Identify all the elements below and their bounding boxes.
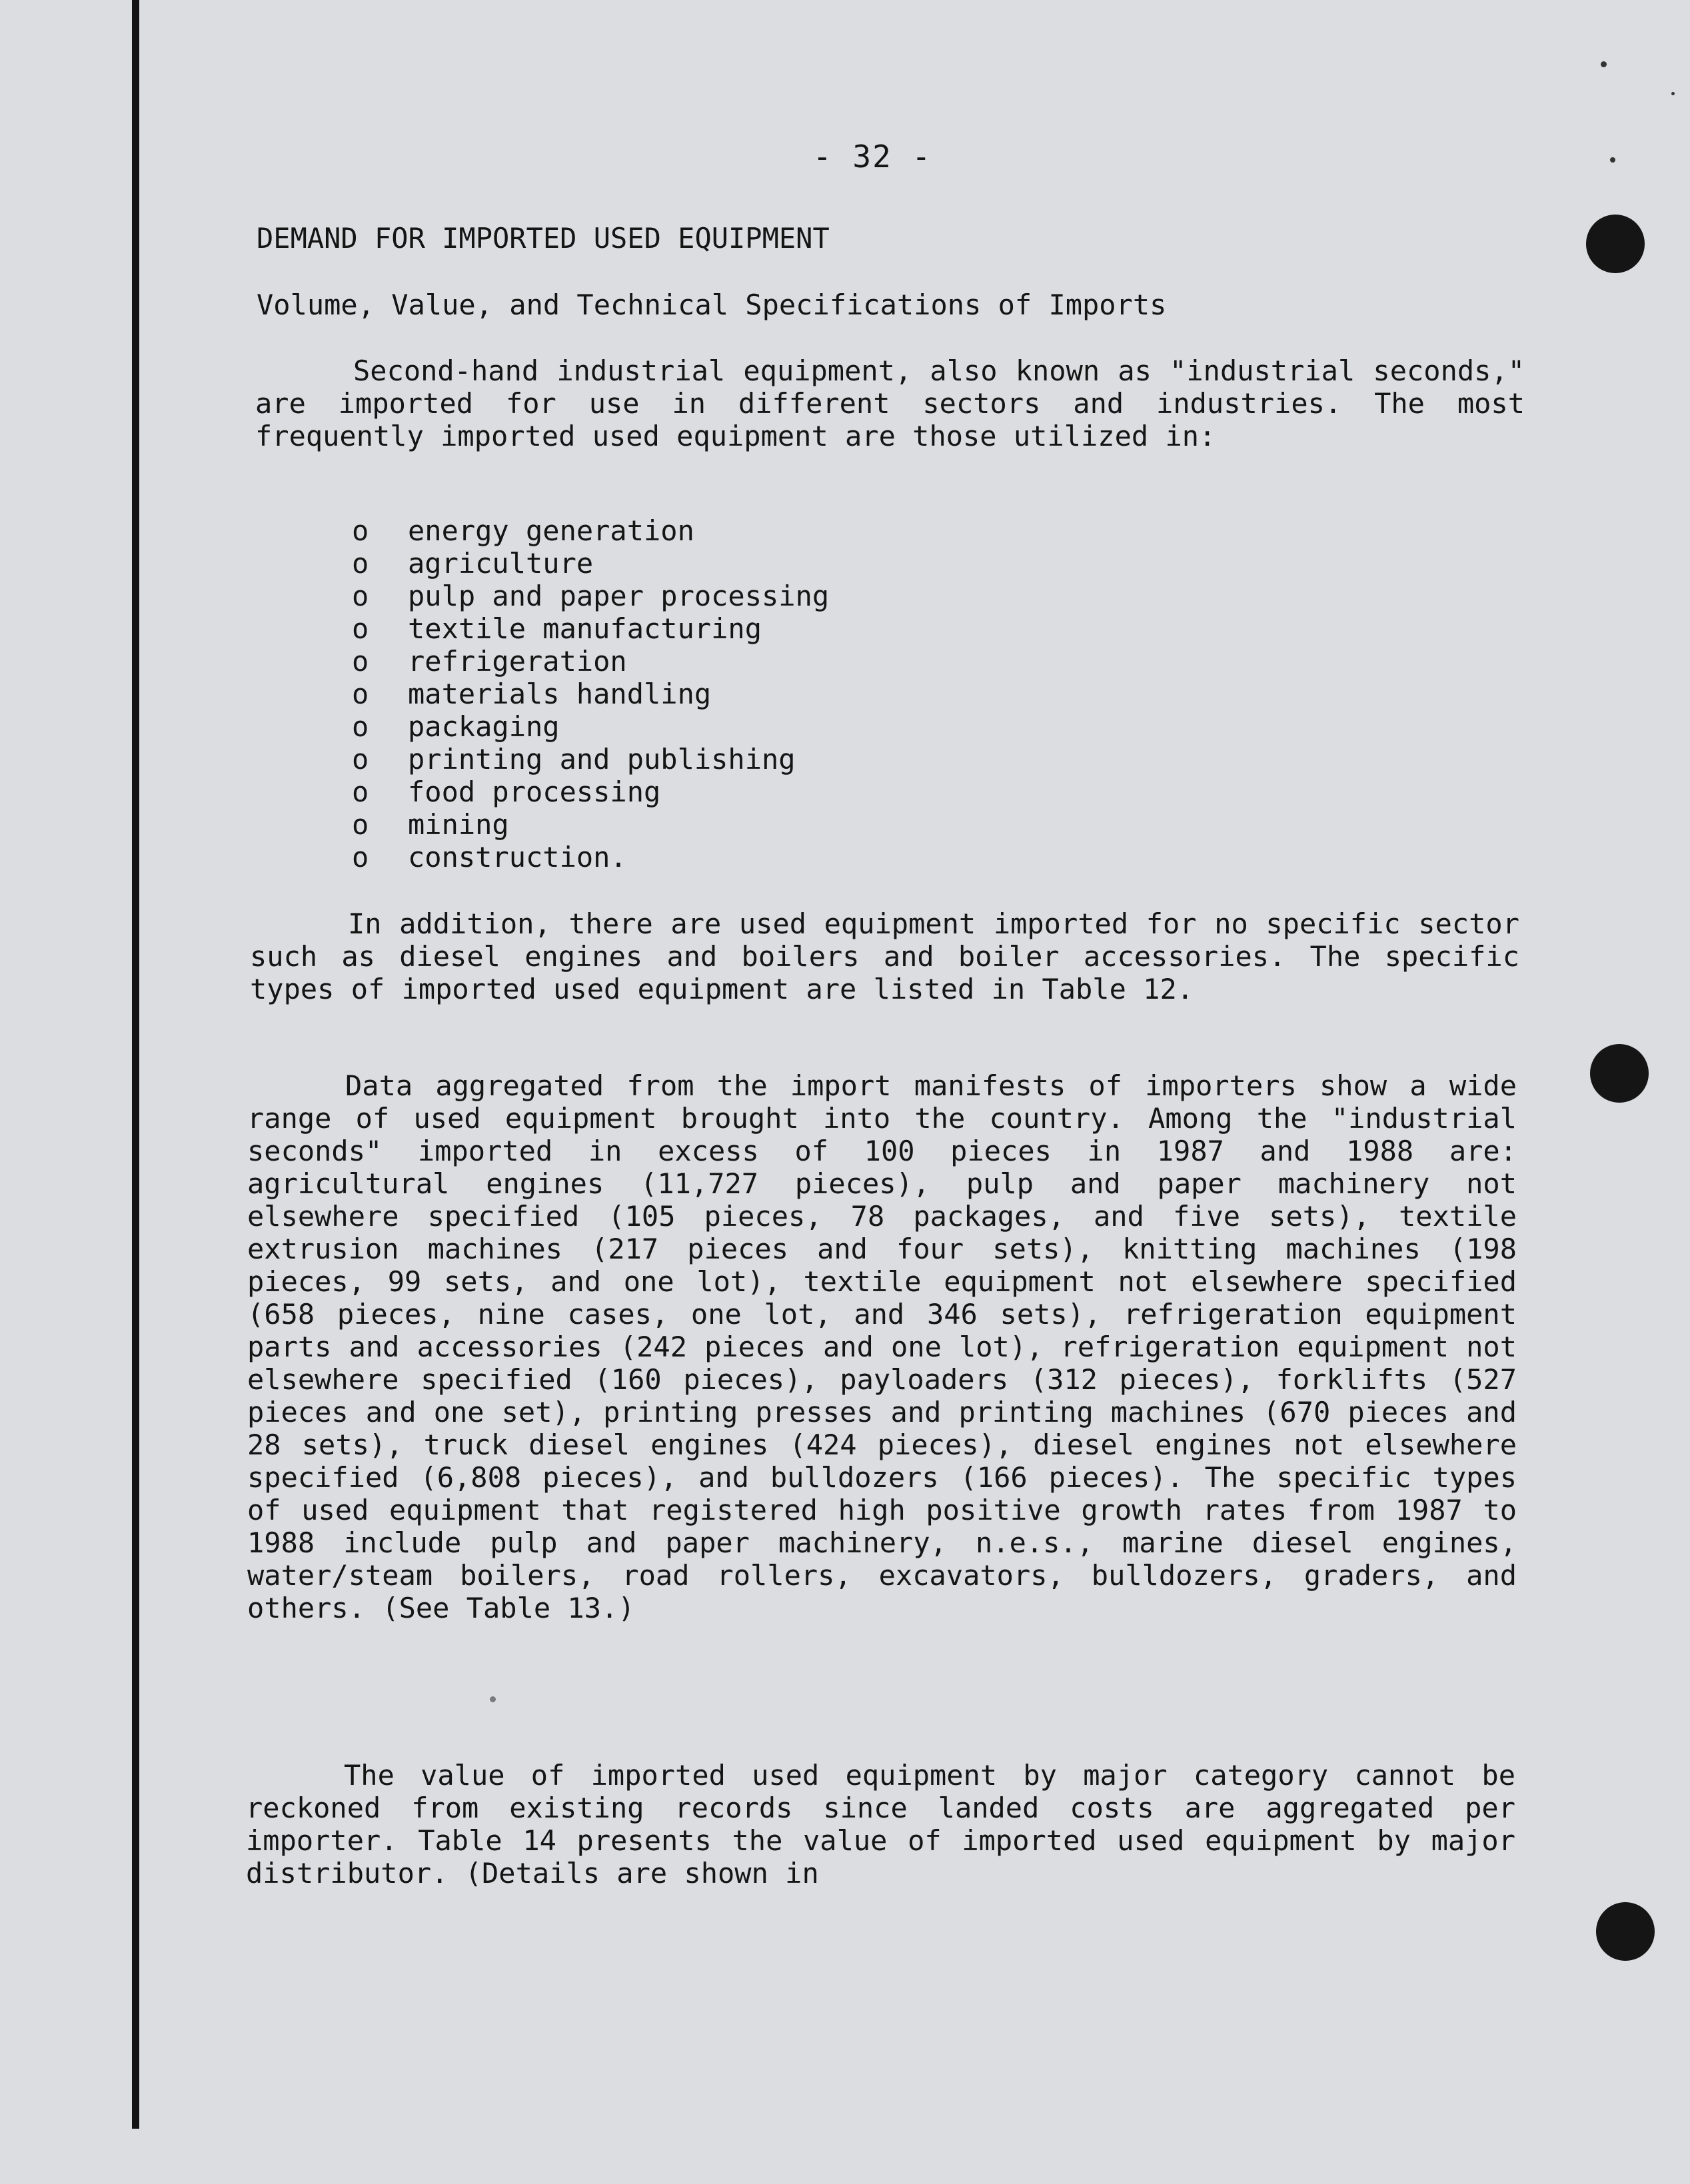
list-item-text: printing and publishing (408, 743, 796, 776)
section-heading: DEMAND FOR IMPORTED USED EQUIPMENT (257, 222, 830, 255)
list-item-text: textile manufacturing (408, 612, 762, 645)
bullet-marker: o (352, 645, 369, 678)
sector-list (352, 514, 829, 873)
data-paragraph: Data aggregated from the import manifests of importers show a wide range of used equipment brought into the country. Among the "industrial seconds" imported in excess of 100 pieces in 1987 and 1988 are: agricultural engines (11,727 pieces), pulp and paper machinery not elsewhere specified (105 pieces, 78 packages, and five sets), textile extrusion machines (217 pieces and four sets), knitting machines (198 pieces, 99 sets, and one lot), textile equipment not elsewhere specified (658 pieces, nine cases, one lot, and 346 sets), refrigeration equipment parts and accessories (242 pieces and one lot), refrigeration equipment not elsewhere specified (160 pieces), payloaders (312 pieces), forklifts (527 pieces and one set), printing presses and printing machines (670 pieces and 28 sets), truck diesel engines (424 pieces), diesel engines not elsewhere specified (6,808 pieces), and bulldozers (166 pieces). The specific types of used equipment that registered high positive growth rates from 1987 to 1988 include pulp and paper machinery, n.e.s., marine diesel engines, water/steam boilers, road rollers, excavators, bulldozers, graders, and others. (See Table 13.) (247, 1069, 1517, 1624)
subheading: Volume, Value, and Technical Specifications of Imports (257, 288, 1167, 321)
bullet-marker: o (352, 776, 369, 808)
punch-hole-bottom (1596, 1902, 1655, 1961)
bullet-marker: o (352, 808, 369, 841)
bullet-marker: o (352, 743, 369, 776)
value-paragraph: The value of imported used equipment by major category cannot be reckoned from existing records since landed costs are aggregated per importer. Table 14 presents the value of imported used equipment by major distributor. (Details are shown in (246, 1759, 1515, 1890)
list-item-text: food processing (408, 776, 661, 808)
list-item-text: agriculture (408, 547, 594, 580)
list-item-text: construction. (408, 841, 627, 873)
list-item (352, 580, 829, 612)
scan-speck (1601, 61, 1607, 67)
bullet-marker: o (352, 612, 369, 645)
list-item-text: refrigeration (408, 645, 627, 678)
list-item (352, 743, 829, 776)
scan-speck (490, 1696, 496, 1702)
list-item (352, 808, 829, 841)
list-item (352, 776, 829, 808)
punch-hole-top (1586, 215, 1645, 273)
list-item (352, 841, 829, 873)
list-item (352, 612, 829, 645)
list-item (352, 645, 829, 678)
list-item (352, 514, 829, 547)
bullet-marker: o (352, 514, 369, 547)
bullet-marker: o (352, 547, 369, 580)
scan-speck (1610, 157, 1615, 163)
page-number: - 32 - (813, 139, 932, 175)
bullet-marker: o (352, 710, 369, 743)
list-item-text: mining (408, 808, 509, 841)
bullet-marker: o (352, 678, 369, 710)
punch-hole-middle (1590, 1044, 1649, 1103)
list-item (352, 547, 829, 580)
binding-margin-rule (132, 0, 139, 2129)
scan-speck (1671, 92, 1675, 95)
list-item-text: pulp and paper processing (408, 580, 830, 612)
list-item-text: packaging (408, 710, 560, 743)
list-item-text: energy generation (408, 514, 694, 547)
list-item (352, 678, 829, 710)
list-item (352, 710, 829, 743)
addition-paragraph: In addition, there are used equipment imported for no specific sector such as diesel engines and boilers and boiler accessories. The specific types of imported used equipment are listed in Table 12. (250, 907, 1519, 1005)
list-item-text: materials handling (408, 678, 712, 710)
bullet-marker: o (352, 580, 369, 612)
bullet-marker: o (352, 841, 369, 873)
intro-paragraph: Second-hand industrial equipment, also known as "industrial seconds," are imported for use in different sectors and industries. The most frequently imported used equipment are those utilized in: (255, 354, 1525, 452)
